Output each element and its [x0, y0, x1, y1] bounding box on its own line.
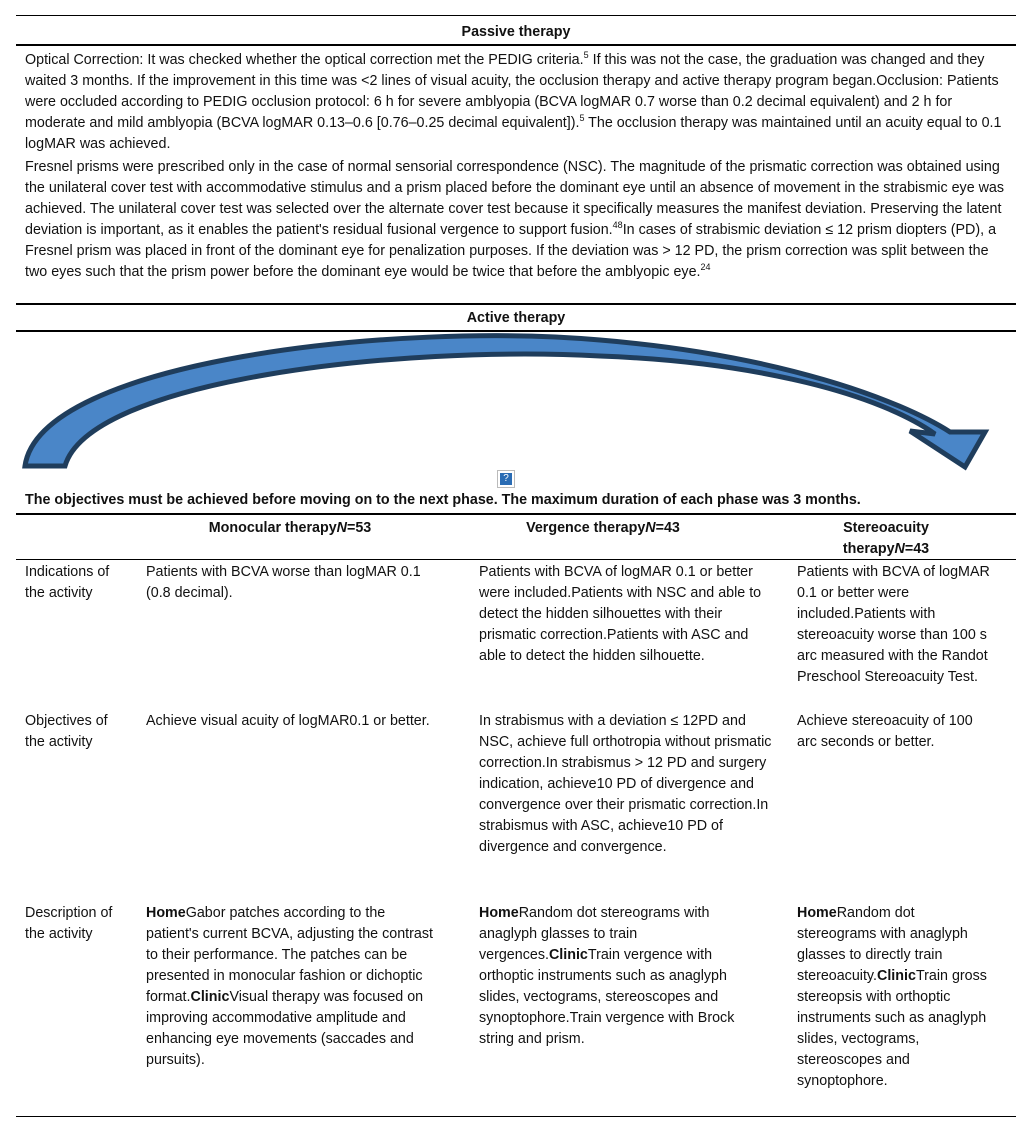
- cell: Achieve visual acuity of logMAR0.1 or better.: [146, 713, 430, 729]
- divider: [16, 44, 1016, 46]
- passive-therapy-title: Passive therapy: [461, 24, 571, 40]
- cell: Achieve stereoacuity of 100 arc seconds or better.: [797, 713, 973, 750]
- image-placeholder-icon: ?: [497, 470, 515, 488]
- divider: [16, 559, 1016, 560]
- arrow-shape: [25, 336, 985, 467]
- divider: [16, 1116, 1016, 1117]
- curved-arrow-icon: [0, 330, 1016, 475]
- cell: Patients with BCVA worse than logMAR 0.1 (0.8 decimal).: [146, 564, 421, 601]
- divider: [16, 303, 1016, 305]
- passive-paragraph-2: Fresnel prisms were prescribed only in the case of normal sensorial correspondence (NSC). The magnitude of the prismatic correction was obtained using the unilateral cover test with accommodative stimulus and a prism placed before the dominant eye until an absence of movement in the strabismic eye was achieved. The unilateral cover test was selected over the alternate cover test because it specifically measures the manifest deviation. Preserving the latent deviation is important, as it enables the patient's residual fusional vergence to support fusion.$^{48}$In cases of strabismic deviation ≤ 12 prism diopters (PD), a Fresnel prism was placed in front of the dominant eye for penalization purposes. If the deviation was > 12 PD, the prism correction was split between the two eyes such that the prism power before the dominant eye would be twice that before the amblyopic eye.$^{24}$: [25, 159, 1005, 280]
- cell: HomeGabor patches according to the patient's current BCVA, adjusting the contrast to their performance. The patches can be presented in monocular fashion or dichoptic format.ClinicVisual therapy was focused on improving accommodative amplitude and enhancing eye movements (saccades and pursuits).: [146, 905, 433, 1068]
- cell: HomeRandom dot stereograms with anaglyph glasses to directly train stereoacuity.ClinicTrain gross stereopsis with orthoptic instruments such as anaglyph slides, vectograms, stereoscopes and synoptophore.: [797, 905, 987, 1089]
- cell: Patients with BCVA of logMAR 0.1 or better were included.Patients with NSC and able to detect the hidden silhouettes with their prismatic correction.Patients with ASC and able to detect the hidden silhouette.: [479, 564, 762, 664]
- active-note: The objectives must be achieved before moving on to the next phase. The maximum duration of each phase was 3 months.: [25, 492, 861, 508]
- active-therapy-title: Active therapy: [466, 310, 566, 326]
- row-label: Description of the activity: [25, 905, 113, 942]
- cell: HomeRandom dot stereograms with anaglyph glasses to train vergences.ClinicTrain vergence with orthoptic instruments such as anaglyph slides, vectograms, stereoscopes and synoptophore.Train vergence with Brock string and prism.: [479, 905, 735, 1047]
- cell: Patients with BCVA of logMAR 0.1 or better were included.Patients with stereoacuity worse than 100 s arc measured with the Randot Preschool Stereoacuity Test.: [797, 564, 990, 685]
- row-label: Indications of the activity: [25, 564, 110, 601]
- row-label: Objectives of the activity: [25, 713, 108, 750]
- passive-paragraph-1: Optical Correction: It was checked whether the optical correction met the PEDIG criteria.$^5$ If this was not the case, the graduation was changed and they waited 3 months. If the improvement in this time was <2 lines of visual acuity, the occlusion therapy and active therapy program began.Occlusion: Patients were occluded according to PEDIG occlusion protocol: 6 h for severe amblyopia (BCVA logMAR 0.7 worse than 0.2 decimal equivalent) and 2 h for moderate and mild amblyopia (BCVA logMAR 0.13–0.6 [0.76–0.25 decimal equivalent]).$^5$ The occlusion therapy was maintained until an acuity equal to 0.1 logMAR was achieved.: [25, 50, 1002, 152]
- divider: [16, 513, 1016, 515]
- divider: [16, 15, 1016, 16]
- col-header-monocular: Monocular therapyN=53: [208, 520, 372, 536]
- col-header-stereoacuity: Stereoacuity therapyN=43: [842, 520, 930, 557]
- cell: In strabismus with a deviation ≤ 12PD and NSC, achieve full orthotropia without prismatic correction.In strabismus > 12 PD and surgery indication, achieve10 PD of divergence and convergence over their prismatic correction.In strabismus with ASC, achieve10 PD of divergence and convergence.: [479, 713, 772, 855]
- col-header-vergence: Vergence therapyN=43: [526, 520, 680, 536]
